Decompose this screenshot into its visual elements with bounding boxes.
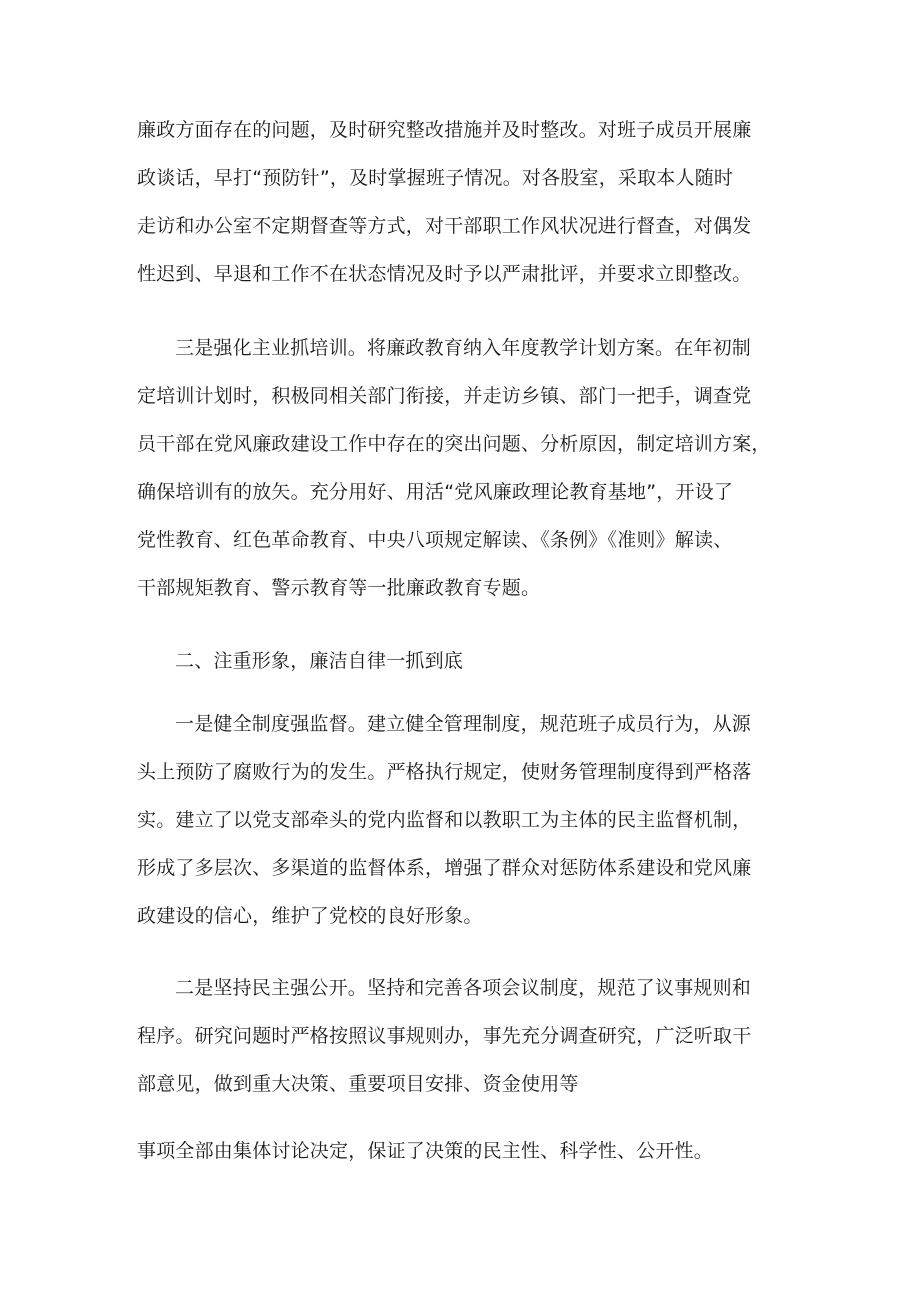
paragraph-4-line-3: 部意见，做到重大决策、重要项目安排、资金使用等: [137, 1073, 579, 1095]
paragraph-2-line-1: 三是强化主业抓培训。将廉政教育纳入年度教学计划方案。在年初制: [175, 337, 752, 359]
paragraph-2-line-4: 确保培训有的放矢。充分用好、用活“党风廉政理论教育基地”，开设了: [137, 481, 734, 503]
paragraph-4-line-1: 二是坚持民主强公开。坚持和完善各项会议制度，规范了议事规则和: [175, 977, 752, 999]
paragraph-2-line-2: 定培训计划时，积极同相关部门衔接，并走访乡镇、部门一把手，调查党: [137, 385, 752, 407]
paragraph-2-line-3: 员干部在党风廉政建设工作中存在的突出问题、分析原因，制定培训方案，: [137, 433, 771, 455]
paragraph-1-line-3: 走访和办公室不定期督查等方式，对干部职工作风状况进行督查，对偶发: [137, 215, 752, 237]
paragraph-2-line-5: 党性教育、红色革命教育、中央八项规定解读、《条例》《准则》解读、: [137, 529, 733, 551]
paragraph-3-line-5: 政建设的信心，维护了党校的良好形象。: [137, 905, 483, 927]
paragraph-1-line-4: 性迟到、早退和工作不在状态情况及时予以严肃批评，并要求立即整改。: [137, 263, 752, 285]
paragraph-3-line-2: 头上预防了腐败行为的发生。严格执行规定，使财务管理制度得到严格落: [137, 761, 752, 783]
paragraph-3-line-4: 形成了多层次、多渠道的监督体系，增强了群众对惩防体系建设和党风廉: [137, 857, 752, 879]
section-heading: 二、注重形象，廉洁自律一抓到底: [175, 650, 464, 672]
paragraph-1-line-2: 政谈话，早打“预防针”，及时掌握班子情况。对各股室，采取本人随时: [137, 167, 734, 189]
paragraph-2-line-6: 干部规矩教育、警示教育等一批廉政教育专题。: [137, 577, 541, 599]
paragraph-4-line-2: 程序。研究问题时严格按照议事规则办，事先充分调查研究，广泛听取干: [137, 1025, 752, 1047]
paragraph-5-line-1: 事项全部由集体讨论决定，保证了决策的民主性、科学性、公开性。: [137, 1140, 714, 1162]
paragraph-1-line-1: 廉政方面存在的问题，及时研究整改措施并及时整改。对班子成员开展廉: [137, 119, 752, 141]
paragraph-3-line-1: 一是健全制度强监督。建立健全管理制度，规范班子成员行为，从源: [175, 713, 752, 735]
paragraph-3-line-3: 实。建立了以党支部牵头的党内监督和以教职工为主体的民主监督机制，: [137, 809, 752, 831]
